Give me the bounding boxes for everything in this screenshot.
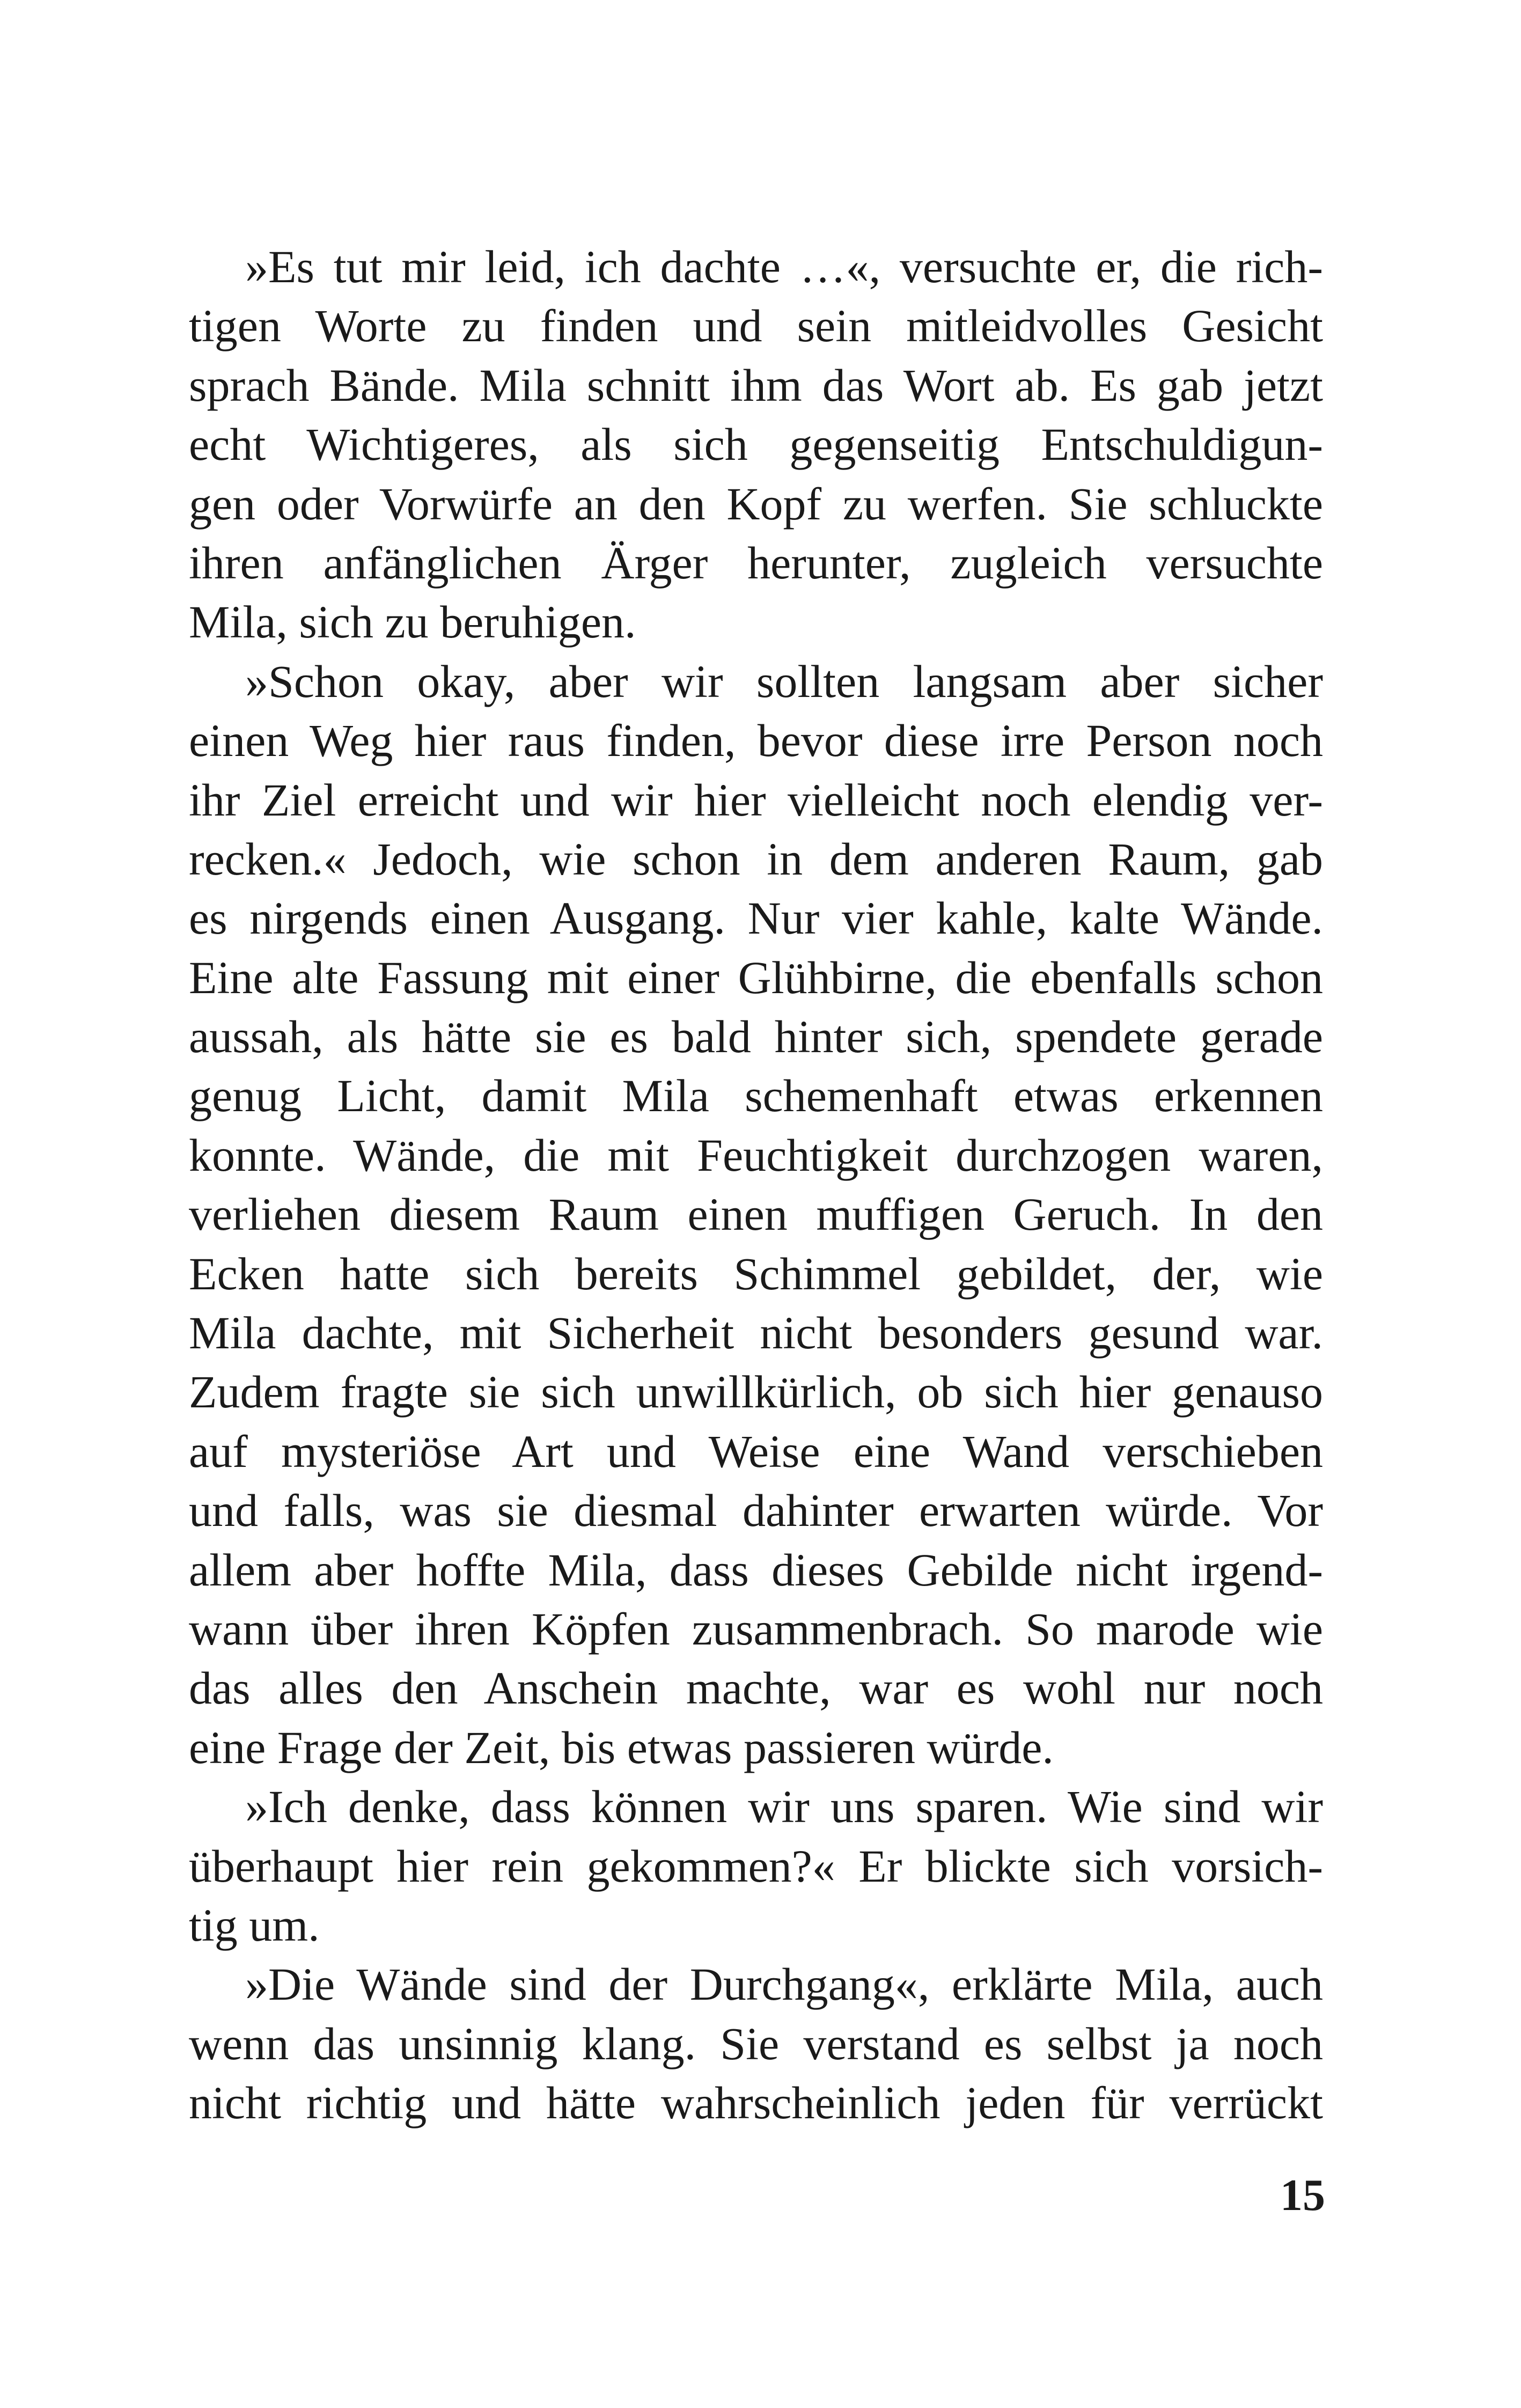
text-line: aussah, als hätte sie es bald hinter sich, spendete gerade (189, 1011, 1323, 1063)
page-number: 15 (1280, 2170, 1325, 2220)
text-line: Eine alte Fassung mit einer Glühbirne, die ebenfalls schon (189, 951, 1323, 1003)
text-line: Mila dachte, mit Sicherheit nicht besonders gesund war. (189, 1307, 1323, 1359)
text-line: wenn das unsinnig klang. Sie verstand es selbst ja noch (189, 2017, 1323, 2069)
text-line: überhaupt hier rein gekommen?« Er blickte sich vorsich- (189, 1840, 1323, 1892)
text-line: genug Licht, damit Mila schemenhaft etwas erkennen (189, 1070, 1323, 1122)
text-line: »Die Wände sind der Durchgang«, erklärte Mila, auch (245, 1958, 1323, 2010)
text-line: verliehen diesem Raum einen muffigen Geruch. In den (189, 1188, 1323, 1240)
text-line: es nirgends einen Ausgang. Nur vier kahle, kalte Wände. (189, 892, 1323, 944)
text-line: sprach Bände. Mila schnitt ihm das Wort ab. Es gab jetzt (189, 359, 1323, 411)
text-line: allem aber hoffte Mila, dass dieses Gebilde nicht irgend- (189, 1544, 1323, 1596)
text-line: »Schon okay, aber wir sollten langsam aber sicher (245, 655, 1323, 707)
text-line: »Ich denke, dass können wir uns sparen. Wie sind wir (245, 1781, 1323, 1833)
text-line: konnte. Wände, die mit Feuchtigkeit durchzogen waren, (189, 1129, 1323, 1181)
text-line: nicht richtig und hätte wahrscheinlich jeden für verrückt (189, 2077, 1323, 2129)
text-line: ihr Ziel erreicht und wir hier vielleicht noch elendig ver- (189, 774, 1323, 826)
text-line: Ecken hatte sich bereits Schimmel gebildet, der, wie (189, 1247, 1323, 1300)
text-line: wann über ihren Köpfen zusammenbrach. So marode wie (189, 1603, 1323, 1655)
text-line: echt Wichtigeres, als sich gegenseitig Entschuldigun- (189, 419, 1323, 471)
text-line: tigen Worte zu finden und sein mitleidvolles Gesicht (189, 300, 1323, 352)
body-text (189, 237, 1323, 2133)
text-line: eine Frage der Zeit, bis etwas passieren würde. (189, 1721, 1054, 1773)
text-line: Mila, sich zu beruhigen. (189, 596, 636, 648)
text-line: tig um. (189, 1899, 320, 1951)
text-line: gen oder Vorwürfe an den Kopf zu werfen. Sie schluckte (189, 478, 1323, 530)
text-line: und falls, was sie diesmal dahinter erwarten würde. Vor (189, 1485, 1323, 1537)
text-line: »Es tut mir leid, ich dachte …«, versuchte er, die rich- (245, 241, 1323, 292)
text-line: einen Weg hier raus finden, bevor diese irre Person noch (189, 715, 1323, 767)
text-line: das alles den Anschein machte, war es wohl nur noch (189, 1662, 1323, 1714)
text-line: auf mysteriöse Art und Weise eine Wand verschieben (189, 1425, 1323, 1477)
text-line: recken.« Jedoch, wie schon in dem anderen Raum, gab (189, 833, 1323, 885)
text-line: Zudem fragte sie sich unwillkürlich, ob sich hier genauso (189, 1366, 1323, 1418)
text-line: ihren anfänglichen Ärger herunter, zugleich versuchte (189, 537, 1323, 589)
